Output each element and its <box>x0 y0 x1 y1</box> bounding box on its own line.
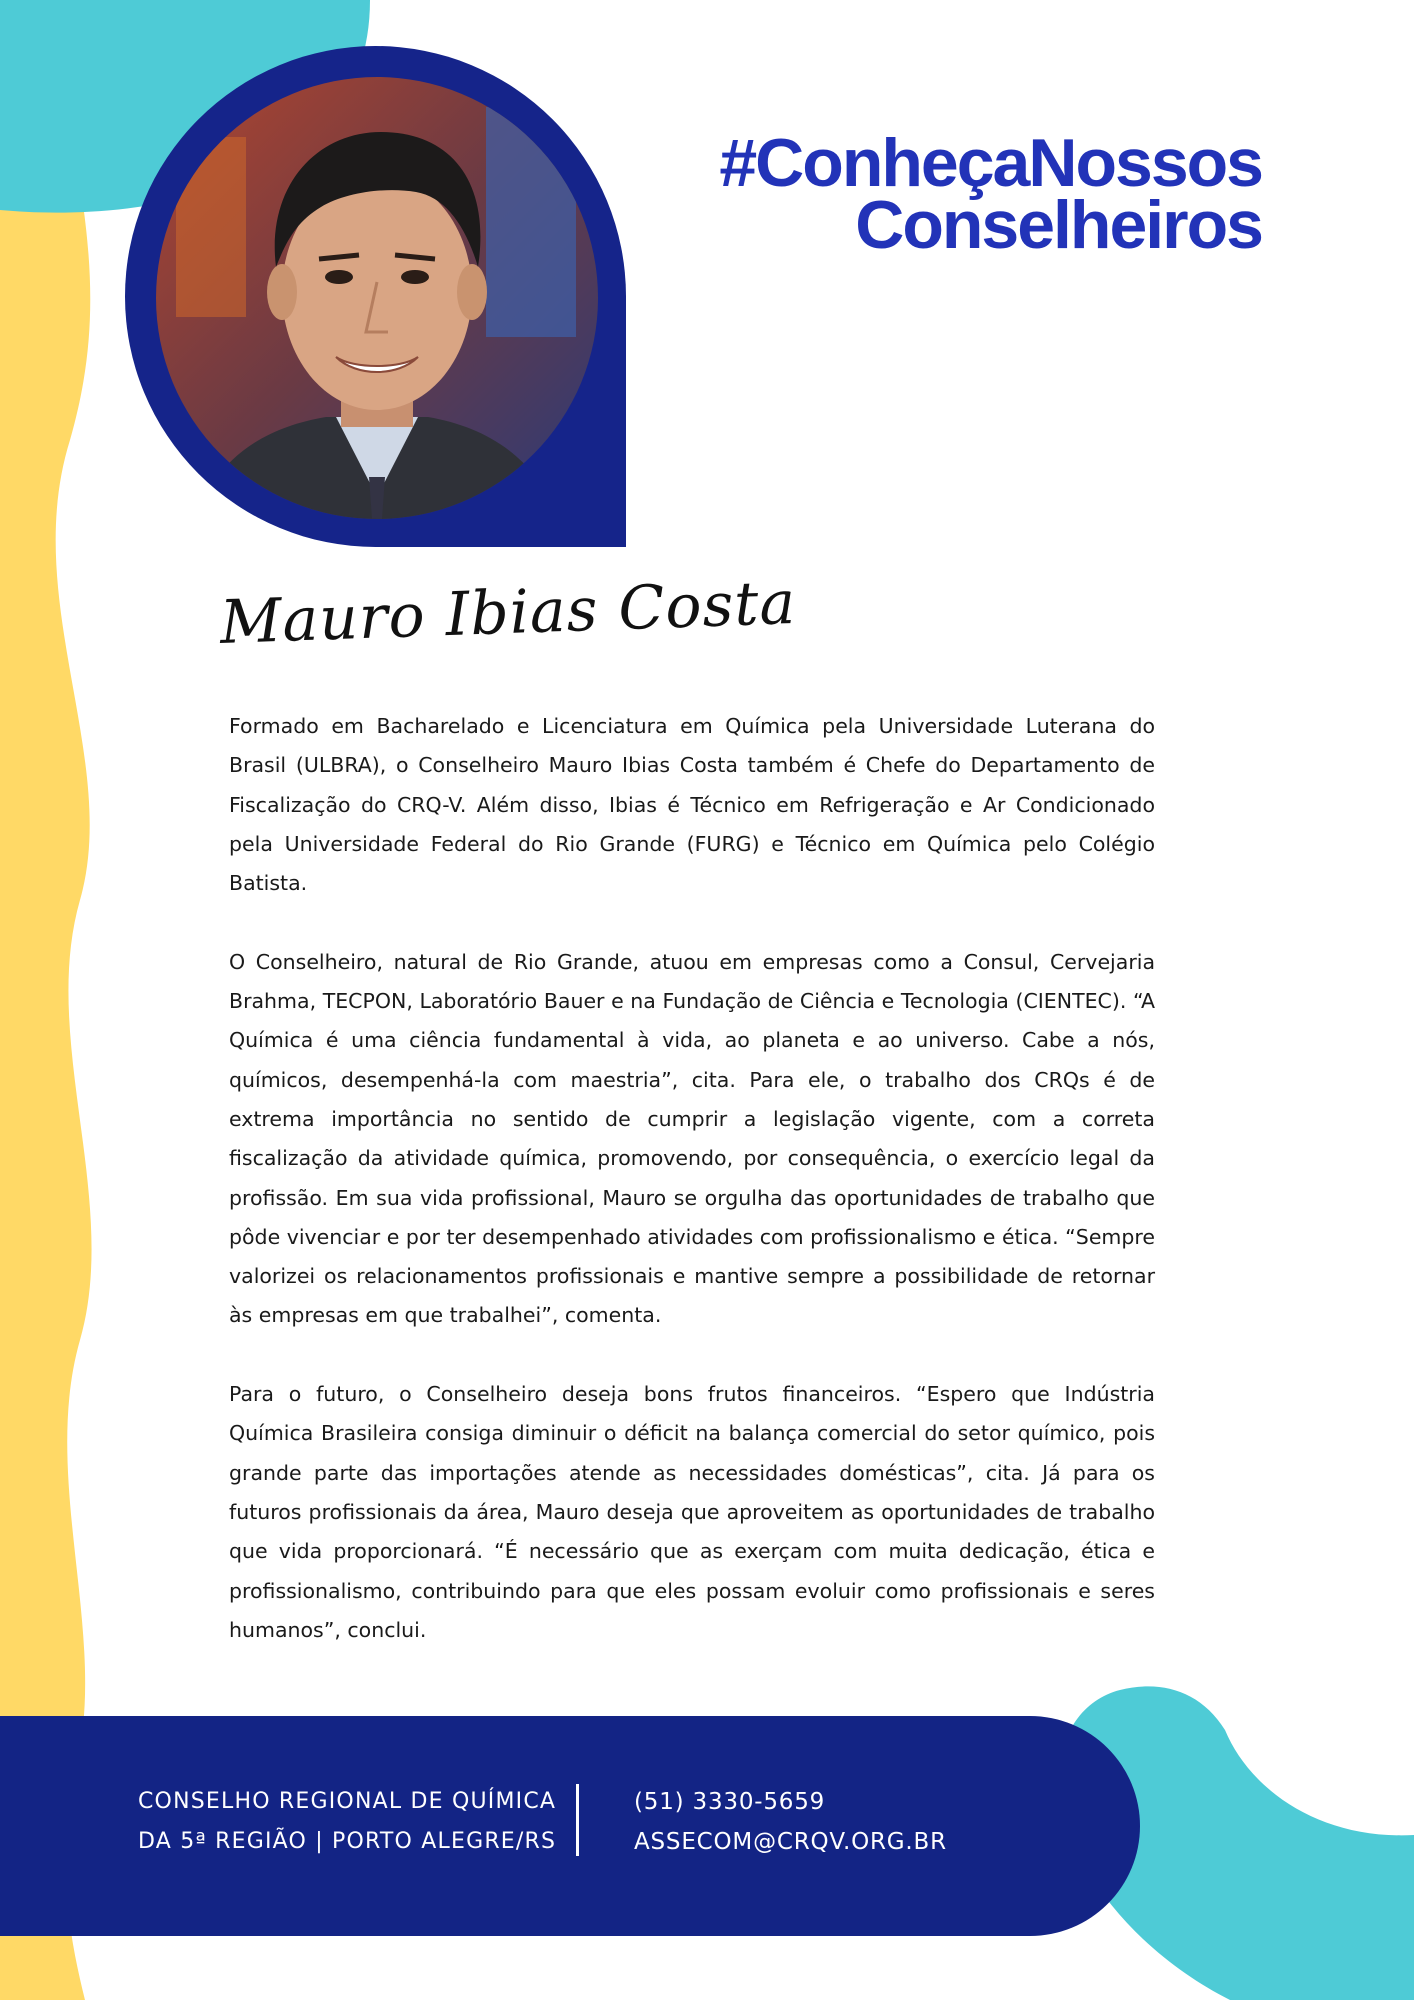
contact-info <box>634 1782 1054 1862</box>
biography-paragraph: Para o futuro, o Conselheiro deseja bons frutos financeiros. “Espero que Indústria Química Brasileira consiga diminuir o déficit na balança comercial do setor químico, pois grande parte das importações atende as necessidades domésticas”, cita. Já para os futuros profissionais da área, Mauro deseja que aproveitem as oportunidades de trabalho que vida proporcionará. “É necessário que as exerçam com muita dedicação, ética e profissionalismo, contribuindo para que eles possam evoluir como profissionais e seres humanos”, conclui. <box>229 1382 1155 1642</box>
hashtag-line-1: #ConheçaNossos <box>719 125 1262 201</box>
photo-frame <box>125 46 626 547</box>
biography-paragraph: Formado em Bacharelado e Licenciatura em Química pela Universidade Luterana do Brasil (ULBRA), o Conselheiro Mauro Ibias Costa também é Chefe do Departamento de Fiscalização do CRQ-V. Além disso, Ibias é Técnico em Refrigeração e Ar Condicionado pela Universidade Federal do Rio Grande (FURG) e Técnico em Química pelo Colégio Batista. <box>229 714 1155 896</box>
footer-divider <box>576 1784 579 1856</box>
organization-name: CONSELHO REGIONAL DE QUÍMICA <box>138 1789 557 1814</box>
portrait-photo <box>156 77 598 519</box>
organization-region: DA 5ª REGIÃO | PORTO ALEGRE/RS <box>138 1829 557 1854</box>
footer-bar <box>0 1716 1140 1936</box>
contact-email: ASSECOM@CRQV.ORG.BR <box>634 1829 947 1855</box>
hashtag-line-2: Conselheiros <box>855 187 1262 263</box>
organization-info <box>138 1782 558 1862</box>
contact-phone: (51) 3330-5659 <box>634 1789 826 1815</box>
councilor-name: Mauro Ibias Costa <box>218 567 798 658</box>
biography-paragraph: O Conselheiro, natural de Rio Grande, atuou em empresas como a Consul, Cervejaria Brahma, TECPON, Laboratório Bauer e na Fundação de Ciência e Tecnologia (CIENTEC). “A Química é uma ciência fundamental à vida, ao planeta e ao universo. Cabe a nós, químicos, desempenhá-la com maestria”, cita. Para ele, o trabalho dos CRQs é de extrema importância no sentido de cumprir a legislação vigente, com a correta fiscalização da atividade química, promovendo, por consequência, o exercício legal da profissão. Em sua vida profissional, Mauro se orgulha das oportunidades de trabalho que pôde vivenciar e por ter desempenhado atividades com profissionalismo e ética. “Sempre valorizei os relacionamentos profissionais e mantive sempre a possibilidade de retornar às empresas em que trabalhei”, comenta. <box>229 949 1155 1328</box>
yellow-wave-shape <box>0 0 92 2000</box>
hashtag-title <box>719 125 1262 263</box>
biography-text <box>229 707 1155 1689</box>
